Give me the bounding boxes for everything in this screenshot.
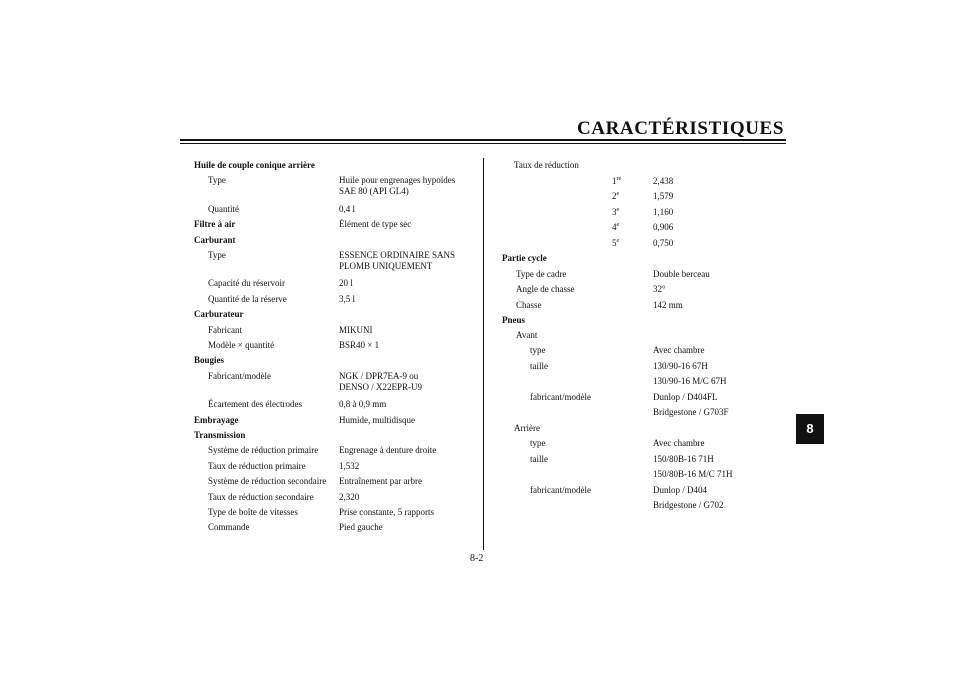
spec-value: Humide, multidisque (339, 414, 415, 425)
gear-suffix: e (616, 206, 620, 213)
gear-suffix: e (616, 191, 620, 198)
spec-label: Écartement des électrodes (208, 399, 302, 410)
gear-number: 2 (612, 191, 617, 202)
gear-ratio-value: 1,160 (653, 206, 674, 217)
spec-value: Prise constante, 5 rapports (339, 507, 434, 517)
gear-ratio-value: 2,438 (653, 176, 674, 186)
spec-value: 150/80B-16 M/C 71H (653, 469, 733, 480)
gear-label (612, 238, 619, 249)
spec-label: Commande (208, 522, 250, 533)
section-heading: Carburant (194, 234, 236, 245)
spec-label: Type (208, 250, 226, 260)
spec-value: 3,5 l (339, 293, 356, 304)
spec-value: 32° (653, 284, 666, 295)
spec-label: Système de réduction primaire (208, 445, 319, 456)
header-rule-thick (180, 139, 786, 141)
spec-label: Quantité de la réserve (208, 293, 287, 304)
page-title: CARACTÉRISTIQUES (576, 118, 784, 139)
chapter-tab: 8 (796, 414, 824, 444)
spec-label: type (530, 438, 546, 449)
spec-label: Type de cadre (516, 269, 567, 279)
spec-value: Double berceau (653, 269, 710, 279)
gear-ratio-value: 0,750 (653, 237, 674, 248)
spec-label: Fabricant (208, 324, 242, 335)
gear-label (612, 191, 619, 202)
spec-value: PLOMB UNIQUEMENT (339, 261, 433, 271)
spec-label: Modèle × quantité (208, 340, 275, 350)
spec-value: Dunlop / D404 (653, 484, 707, 495)
spec-value: MIKUNI (339, 324, 373, 335)
spec-value: NGK / DPR7EA-9 ou (339, 370, 419, 381)
spec-value: Dunlop / D404FL (653, 391, 718, 402)
spec-label: Capacité du réservoir (208, 278, 285, 289)
spec-label: type (530, 345, 546, 356)
spec-value: Bridgestone / G702 (653, 500, 724, 510)
page-number: 8-2 (470, 553, 484, 564)
section-heading: Pneus (502, 315, 526, 325)
spec-value: 142 mm (653, 299, 683, 310)
spec-value: Engrenage à denture droite (339, 445, 437, 456)
spec-label: Taux de réduction secondaire (208, 491, 314, 502)
spec-label: fabricant/modèle (530, 391, 591, 402)
column-divider (483, 158, 484, 550)
spec-value: Bridgestone / G703F (653, 407, 729, 417)
spec-label: taille (530, 453, 548, 464)
gear-suffix: e (616, 237, 620, 244)
section-heading: Filtre à air (194, 219, 236, 230)
gear-suffix: re (616, 176, 622, 182)
gear-label (612, 207, 619, 218)
section-heading: Bougies (194, 355, 225, 366)
spec-value: Huile pour engrenages hypoïdes (339, 175, 456, 186)
spec-label: Type de boîte de vitesses (208, 507, 298, 517)
spec-value: Entraînement par arbre (339, 476, 422, 487)
spec-value: 130/90-16 67H (653, 360, 708, 371)
gear-label (612, 176, 621, 187)
spec-value: 0,8 à 0,9 mm (339, 399, 387, 410)
spec-label: Quantité (208, 203, 239, 214)
section-heading: Huile de couple conique arrière (194, 160, 315, 170)
spec-value: Pied gauche (339, 522, 383, 533)
spec-value: 150/80B-16 71H (653, 453, 714, 464)
spec-value: SAE 80 (API GL4) (339, 186, 409, 197)
gear-suffix: e (616, 222, 620, 229)
spec-label: Système de réduction secondaire (208, 476, 327, 487)
spec-value: BSR40 × 1 (339, 340, 380, 350)
gear-number: 5 (612, 237, 617, 248)
spec-label: taille (530, 360, 548, 371)
section-heading: Partie cycle (502, 253, 547, 263)
section-heading: Carburateur (194, 309, 244, 320)
gear-number: 1 (612, 176, 617, 186)
spec-label: Taux de réduction primaire (208, 460, 306, 471)
spec-value: DENSO / X22EPR-U9 (339, 381, 423, 392)
gear-label (612, 222, 619, 233)
spec-label: Type (208, 175, 226, 186)
spec-label: Chasse (516, 299, 542, 310)
section-heading: Transmission (194, 430, 246, 440)
spec-value: Avec chambre (653, 345, 705, 356)
spec-value: 1,532 (339, 460, 360, 471)
spec-value: 0,4 l (339, 203, 356, 214)
spec-value: 130/90-16 M/C 67H (653, 376, 727, 387)
tire-subheading: Arrière (514, 423, 540, 433)
spec-value: 20 l (339, 278, 353, 289)
gear-title: Taux de réduction (514, 160, 579, 170)
gear-ratio-value: 0,906 (653, 222, 674, 233)
gear-ratio-value: 1,579 (653, 191, 674, 202)
spec-label: fabricant/modèle (530, 484, 591, 495)
spec-value: Avec chambre (653, 438, 705, 449)
section-heading: Embrayage (194, 414, 239, 425)
header-rule-thin (180, 143, 786, 144)
spec-value: Élément de type sec (339, 219, 412, 230)
spec-label: Fabricant/modèle (208, 370, 271, 381)
spec-value: ESSENCE ORDINAIRE SANS (339, 250, 456, 260)
gear-number: 4 (612, 222, 617, 233)
spec-label: Angle de chasse (516, 284, 575, 295)
spec-value: 2,320 (339, 491, 360, 502)
gear-number: 3 (612, 206, 617, 217)
tire-subheading: Avant (516, 330, 538, 340)
